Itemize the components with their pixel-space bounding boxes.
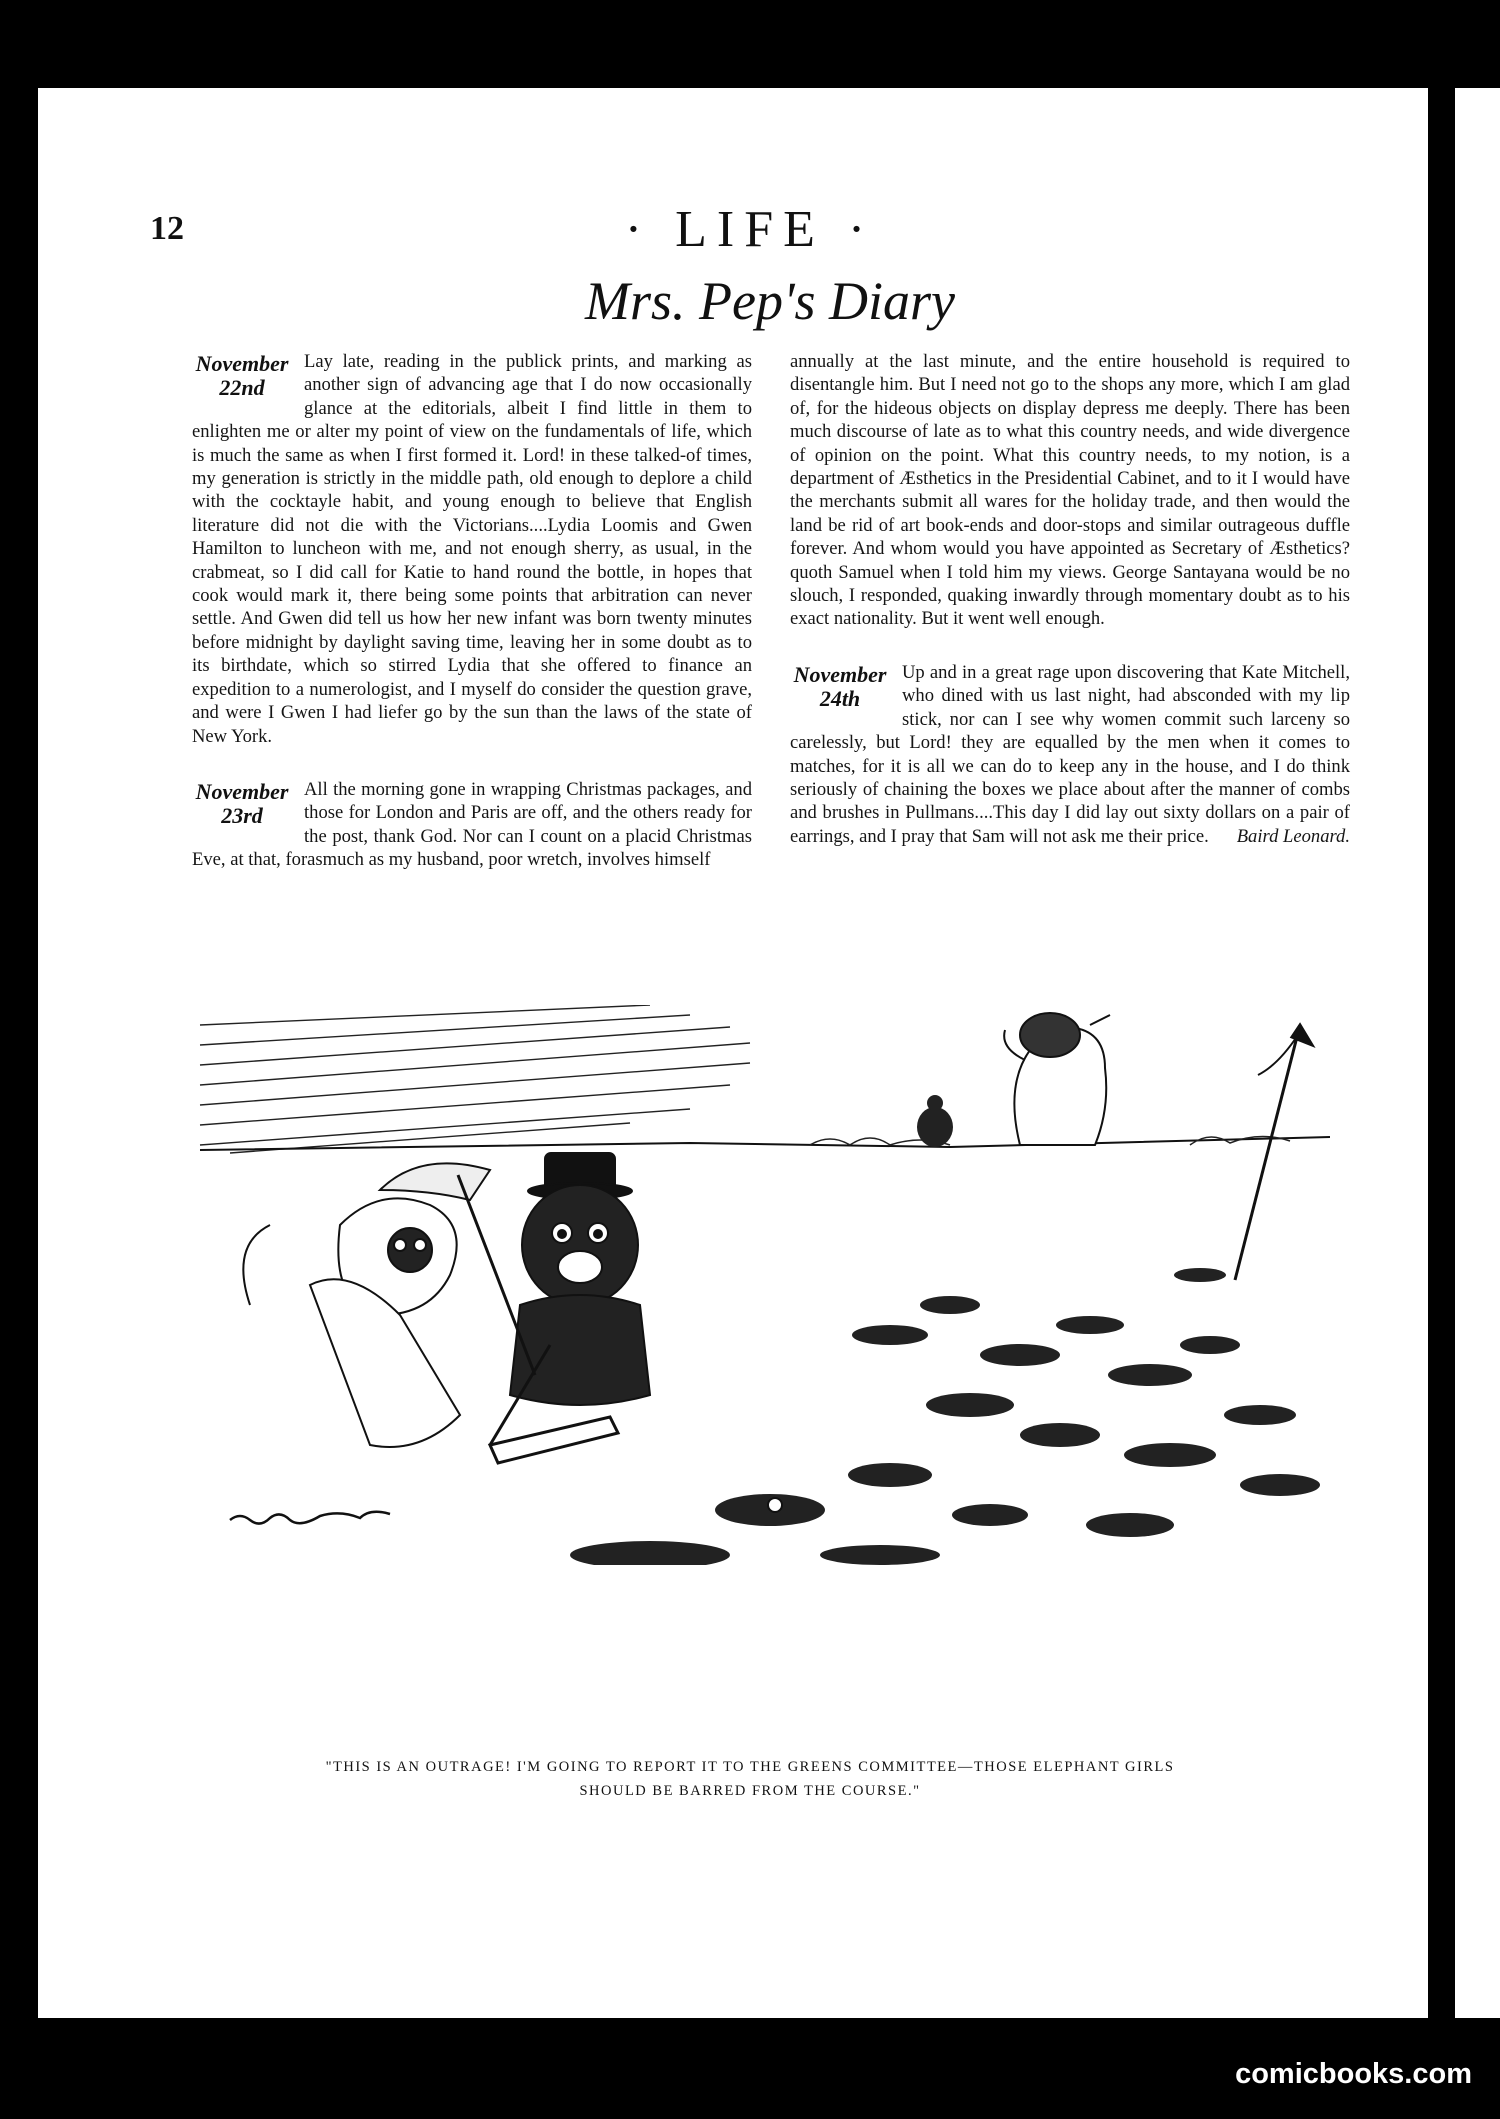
- golf-cartoon-illustration: [190, 1005, 1330, 1565]
- diary-entry-nov-24: [790, 661, 1350, 848]
- sky-hatching: [200, 1005, 750, 1153]
- entry-date: November 23rd: [195, 778, 289, 828]
- next-page-edge: [1455, 88, 1500, 2018]
- monkey-golfer-cap: [243, 1163, 490, 1447]
- footprint-holes: [570, 1268, 1320, 1565]
- author-signature: Baird Leonard.: [1236, 825, 1350, 847]
- entry-text: Lay late, reading in the publick prints, and marking as another sign of advancing age that I do now occasionally glance at the editorials, albeit I find little in them to enlighten me or alter my point of view on the fundamentals of life, which is much the same as when I first formed it. Lord! in these talked-of times, my generation is strictly in the middle path, old enough to deplore a child with the cocktayle habit, and young enough to believe that English literature did not die with the Victorians....Lydia Loomis and Gwen Hamilton to luncheon with me, and not enough sherry, as usual, in the crabmeat, so I did call for Katie to hand round the bottle, in hopes that cook would mark it, there being some points that arbitration can never settle. And Gwen did tell us how her new infant was born twenty minutes before midnight by daylight saving time, leaving her in some doubt as to its birthdate, which so stirred Lydia that she offered to finance an expedition to a numerologist, and I myself do consider the question grave, and were I Gwen I had liefer go by the sun than the laws of the state of New York.: [192, 351, 752, 747]
- diary-entry-nov-22: [192, 350, 752, 748]
- golf-ball: [768, 1498, 782, 1512]
- entry-date: November 22nd: [195, 351, 289, 400]
- entry-body: Up and in a great rage upon discovering that Kate Mitchell, who dined with us last night, had absconded with my lip stick, nor can I see why women commit such larceny so carelessly, but Lord! they are equalled by the men when it comes to matches, for it is all we can do to keep any in the house, and I do think seriously of chaining the boxes we place about after the manner of combs and brushes in Pullmans....This day I did lay out sixty dollars on a pair of earrings, and I pray that Sam will not ask me their price.: [790, 661, 1350, 847]
- entry-date: November 24th: [793, 661, 887, 711]
- right-column: [790, 350, 1350, 878]
- elephant-golfer: [1004, 1013, 1110, 1145]
- diary-entry-nov-23: [192, 778, 752, 872]
- distant-golfer: [917, 1095, 953, 1147]
- horizon-line: [200, 1137, 1330, 1150]
- cartoon-caption: "THIS IS AN OUTRAGE! I'M GOING TO REPORT IT TO THE GREENS COMMITTEE—THOSE ELEPHANT GIRLS SHOULD BE BARRED FROM THE COURSE.": [325, 1759, 1175, 1799]
- left-column: [192, 350, 752, 902]
- artist-signature: [230, 1512, 390, 1524]
- entry-text: annually at the last minute, and the entire household is required to disentangle him. But I need not go to the shops any more, which I am glad of, for the hideous objects on display depress me deeply. There has been much discourse of late as to what this country needs, and wide divergence of opinion on the point. What this country needs, to my notion, is a department of Æsthetics in the Presidential Cabinet, and to it I would have the merchants submit all wares for the holiday trade, and then would the land be rid of art book-ends and door-stops and similar outrageous duffle forever. And whom would you have appointed as Secretary of Æsthetics? quoth Samuel when I told him my views. George Santayana would be no slouch, I responded, quaking inwardly through momentary doubt as to his exact nationality. But it went well enough.: [790, 351, 1350, 630]
- site-watermark: comicbooks.com: [1235, 2058, 1472, 2090]
- page-number: 12: [150, 210, 184, 247]
- column-title: Mrs. Pep's Diary: [584, 271, 955, 331]
- flag-pin: [1235, 1025, 1312, 1280]
- entry-text: All the morning gone in wrapping Christmas packages, and those for London and Paris are off, and the others ready for the post, thank God. Nor can I count on a placid Christmas Eve, at that, forasmuch as my husband, poor wretch, involves himself: [192, 778, 752, 871]
- diary-entry-continued: [790, 350, 1350, 631]
- masthead: · LIFE ·: [624, 201, 876, 258]
